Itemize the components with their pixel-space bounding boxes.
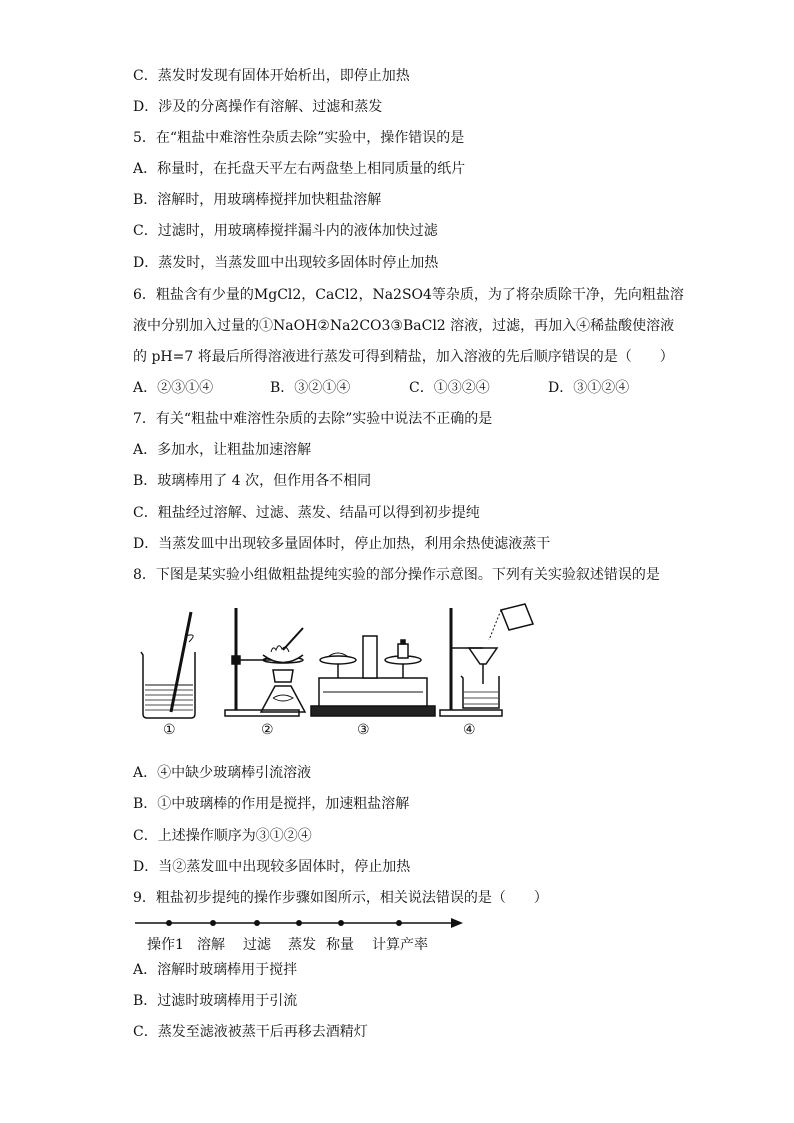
q7-option-c: C．粗盐经过溶解、过滤、蒸发、结晶可以得到初步提纯 xyxy=(133,505,480,521)
q8-option-c: C．上述操作顺序为③①②④ xyxy=(133,828,312,844)
process-step-4: 蒸发 xyxy=(288,937,316,953)
figure-label-4: ④ xyxy=(463,722,476,738)
evaporation-illustration xyxy=(225,608,305,716)
process-dot-6 xyxy=(396,920,402,926)
process-dot-3 xyxy=(254,920,260,926)
process-step-6: 计算产率 xyxy=(372,937,428,953)
process-dot-4 xyxy=(296,920,302,926)
q8-option-d: D．当②蒸发皿中出现较多固体时，停止加热 xyxy=(133,859,411,875)
figure-label-2: ② xyxy=(261,722,274,738)
q5-option-d: D．蒸发时，当蒸发皿中出现较多固体时停止加热 xyxy=(133,255,439,271)
q8-stem: 8．下图是某实验小组做粗盐提纯实验的部分操作示意图。下列有关实验叙述错误的是 xyxy=(133,567,660,583)
q6-options xyxy=(133,378,629,398)
q5-option-a: A．称量时，在托盘天平左右两盘垫上相同质量的纸片 xyxy=(133,161,466,177)
q8-option-b: B．①中玻璃棒的作用是搅拌，加速粗盐溶解 xyxy=(133,796,410,812)
q7-option-d: D．当蒸发皿中出现较多量固体时，停止加热，利用余热使滤液蒸干 xyxy=(133,536,551,552)
process-step-1: 操作1 xyxy=(147,937,184,953)
apparatus-figure xyxy=(133,600,653,750)
q7-option-b: B．玻璃棒用了 4 次，但作用各不相同 xyxy=(133,473,372,489)
arrow-icon xyxy=(451,918,463,928)
process-dot-5 xyxy=(338,920,344,926)
q5-option-c: C．过滤时，用玻璃棒搅拌漏斗内的液体加快过滤 xyxy=(133,223,438,239)
beaker-stirring-illustration xyxy=(141,612,195,718)
filtration-illustration xyxy=(440,604,533,716)
figure-label-1: ① xyxy=(163,722,176,738)
q6-option-d: D．③①②④ xyxy=(548,380,630,396)
figure-label-3: ③ xyxy=(357,722,370,738)
q5-option-b: B．溶解时，用玻璃棒搅拌加快粗盐溶解 xyxy=(133,192,382,208)
q6-option-b: B．③②①④ xyxy=(270,380,351,396)
q9-stem: 9．粗盐初步提纯的操作步骤如图所示，相关说法错误的是（ ） xyxy=(133,890,548,906)
q7-stem: 7．有关“粗盐中难溶性杂质的去除”实验中说法不正确的是 xyxy=(133,411,493,427)
process-dot-2 xyxy=(210,920,216,926)
process-dot-1 xyxy=(166,920,172,926)
q9-option-c: C．蒸发至滤液被蒸干后再移去酒精灯 xyxy=(133,1024,368,1040)
process-step-3: 过滤 xyxy=(243,937,271,953)
q6-stem-line3: 的 pH=7 将最后所得溶液进行蒸发可得到精盐，加入溶液的先后顺序错误的是（ ） xyxy=(133,349,674,365)
process-step-2: 溶解 xyxy=(197,937,225,953)
q5-stem: 5．在“粗盐中难溶性杂质去除”实验中，操作错误的是 xyxy=(133,130,465,146)
q9-option-b: B．过滤时玻璃棒用于引流 xyxy=(133,993,298,1009)
q9-option-a: A．溶解时玻璃棒用于搅拌 xyxy=(133,962,298,978)
q6-stem-line1: 6．粗盐含有少量的MgCl2，CaCl2，Na2SO4等杂质，为了将杂质除干净，先向粗盐溶 xyxy=(133,287,684,303)
q4-option-d: D．涉及的分离操作有溶解、过滤和蒸发 xyxy=(133,99,383,115)
q6-option-a: A．②③①④ xyxy=(133,380,214,396)
q8-option-a: A．④中缺少玻璃棒引流溶液 xyxy=(133,765,312,781)
q6-option-c: C．①③②④ xyxy=(409,380,490,396)
q4-option-c: C．蒸发时发现有固体开始析出，即停止加热 xyxy=(133,68,410,84)
process-step-5: 称量 xyxy=(326,937,354,953)
q7-option-a: A．多加水，让粗盐加速溶解 xyxy=(133,442,312,458)
q6-stem-line2: 液中分别加入过量的①NaOH②Na2CO3③BaCl2 溶液，过滤，再加入④稀盐酸使溶液 xyxy=(133,318,675,334)
balance-illustration xyxy=(311,636,435,716)
